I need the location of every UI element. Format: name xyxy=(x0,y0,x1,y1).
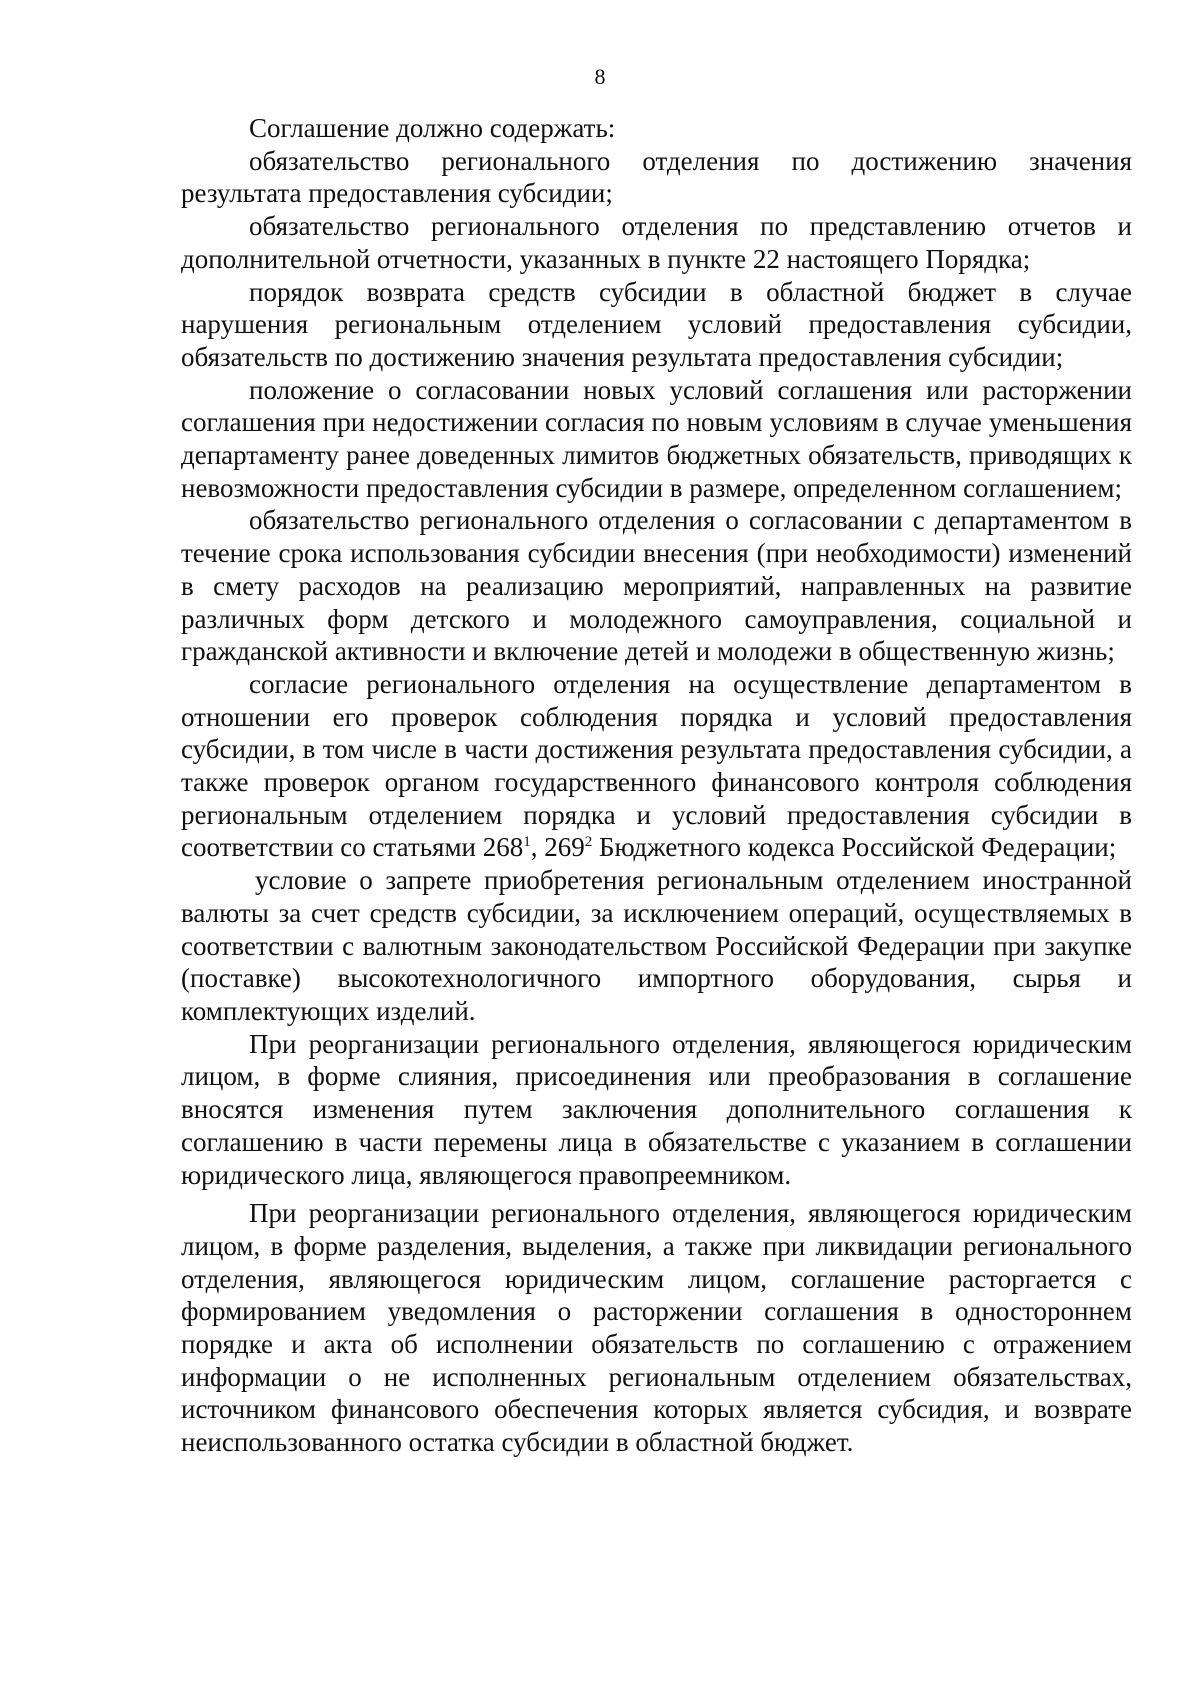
paragraph-new-conditions: положение о согласовании новых условий соглашения или расторжении соглашения при недостижении согласия по новым условиям в случае уменьшения департаменту ранее доведенных лимитов бюджетных обязательств, приводящих к невозможности предоставления субсидии в размере, определенном соглашением; xyxy=(181,374,1132,503)
paragraph-agreement-intro: Соглашение должно содержать: xyxy=(249,113,616,143)
paragraph-reorganization-division: При реорганизации регионального отделения, являющегося юридическим лицом, в форме разделения, выделения, а также при ликвидации регионального отделения, являющегося юридическим лицом, соглашение расторгается с формированием уведомления о расторжении соглашения в одностороннем порядке и акта об исполнении обязательств по соглашению с отражением информации о не исполненных региональным отделением обязательствах, источником финансового обеспечения которых является субсидия, и возврате неиспользованного остатка субсидии в областной бюджет. xyxy=(181,1198,1132,1458)
paragraph-currency-ban: условие о запрете приобретения региональным отделением иностранной валюты за счет средств субсидии, за исключением операций, осуществляемых в соответствии с валютным законодательством Российской Федерации при закупке (поставке) высокотехнологичного импортного оборудования, сырья и комплектующих изделий. xyxy=(181,865,1132,1026)
paragraph-obligation-reports: обязательство регионального отделения по представлению отчетов и дополнительной отчетности, указанных в пункте 22 настоящего Порядка; xyxy=(181,211,1132,274)
article-269-superscript: 2 xyxy=(584,834,593,851)
paragraph-obligation-result: обязательство регионального отделения по достижению значения результата предоставления субсидии; xyxy=(181,145,1132,209)
inspection-consent-text: согласие регионального отделения на осуществление департаментом в отношении его проверок соблюдения порядка и условий предоставления субсидии, в том числе в части достижения результата предоставления субсидии, а также проверок органом государственного финансового контроля соблюдения региональным отделением порядка и условий предоставления субсидии в соответствии со статьями 268 xyxy=(181,668,1132,863)
paragraph-inspection-consent xyxy=(181,668,1132,864)
page-number: 8 xyxy=(594,64,606,89)
document-body xyxy=(181,112,1132,1459)
paragraph-estimate-changes: обязательство регионального отделения о согласовании с департаментом в течение срока использования субсидии внесения (при необходимости) изменений в смету расходов на реализацию мероприятий, направленных на развитие различных форм детского и молодежного самоуправления, социальной и гражданской активности и включение детей и молодежи в общественную жизнь; xyxy=(181,505,1132,667)
inspection-consent-text-middle: , 269 xyxy=(530,832,585,863)
paragraph-reorganization-merger: При реорганизации регионального отделения, являющегося юридическим лицом, в форме слияния, присоединения или преобразования в соглашение вносятся изменения путем заключения дополнительного соглашения к соглашению в части перемены лица в обязательстве с указанием в соглашении юридического лица, являющегося правопреемником. xyxy=(181,1028,1132,1190)
article-268-superscript: 1 xyxy=(523,834,531,851)
paragraph-refund-procedure: порядок возврата средств субсидии в областной бюджет в случае нарушения региональным отделением условий предоставления субсидии, обязательств по достижению значения результата предоставления субсидии; xyxy=(181,276,1132,372)
inspection-consent-text-end: Бюджетного кодекса Российской Федерации; xyxy=(592,832,1117,863)
